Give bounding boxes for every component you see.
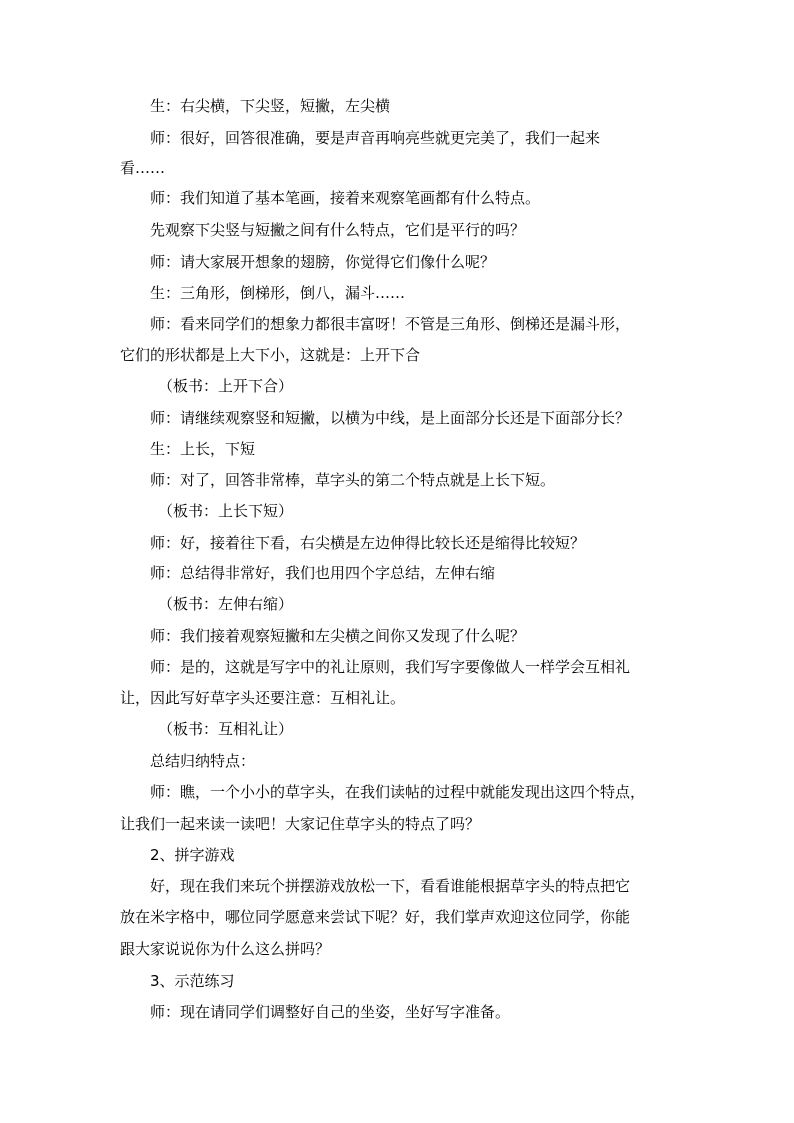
line-20: 让，因此写好草字头还要注意：互相礼让。 bbox=[120, 689, 406, 707]
line-23: 师：瞧，一个小小的草字头，在我们读帖的过程中就能发现出这四个特点， bbox=[150, 783, 646, 801]
line-2: 师：很好，回答很准确，要是声音再响亮些就更完美了，我们一起来 bbox=[150, 129, 601, 147]
line-4: 师：我们知道了基本笔画，接着来观察笔画都有什么特点。 bbox=[150, 189, 541, 207]
line-13: 师：对了，回答非常棒，草字头的第二个特点就是上长下短。 bbox=[150, 471, 556, 489]
line-30: 师：现在请同学们调整好自己的坐姿，坐好写字准备。 bbox=[150, 1003, 511, 1021]
line-24: 让我们一起来读一读吧！大家记住草字头的特点了吗？ bbox=[120, 815, 481, 833]
line-3: 看…… bbox=[120, 159, 166, 177]
line-1: 生：右尖横，下尖竖，短撇，左尖横 bbox=[150, 97, 391, 115]
line-25: 2、拼字游戏 bbox=[150, 846, 235, 864]
line-9: 它们的形状都是上大下小，这就是：上开下合 bbox=[120, 346, 421, 364]
line-12: 生：上长，下短 bbox=[150, 440, 256, 458]
line-18: 师：我们接着观察短撇和左尖横之间你又发现了什么呢？ bbox=[150, 627, 526, 645]
line-10: （板书：上开下合） bbox=[158, 377, 294, 395]
line-16: 师：总结得非常好，我们也用四个字总结，左伸右缩 bbox=[150, 564, 496, 582]
line-19: 师：是的，这就是写字中的礼让原则，我们写字要像做人一样学会互相礼 bbox=[150, 658, 631, 676]
line-8: 师：看来同学们的想象力都很丰富呀！不管是三角形、倒梯还是漏斗形， bbox=[150, 315, 631, 333]
line-22: 总结归纳特点： bbox=[150, 752, 256, 770]
line-17: （板书：左伸右缩） bbox=[158, 595, 294, 613]
line-27: 放在米字格中，哪位同学愿意来尝试下呢？好，我们掌声欢迎这位同学，你能 bbox=[120, 908, 631, 926]
line-14: （板书：上长下短） bbox=[158, 502, 294, 520]
line-5: 先观察下尖竖与短撇之间有什么特点，它们是平行的吗？ bbox=[150, 221, 526, 239]
line-29: 3、示范练习 bbox=[150, 972, 235, 990]
line-15: 师：好，接着往下看，右尖横是左边伸得比较长还是缩得比较短？ bbox=[150, 534, 586, 552]
line-26: 好，现在我们来玩个拼摆游戏放松一下，看看谁能根据草字头的特点把它 bbox=[150, 877, 631, 895]
line-28: 跟大家说说你为什么这么拼吗？ bbox=[120, 940, 331, 958]
line-6: 师：请大家展开想象的翅膀，你觉得它们像什么呢？ bbox=[150, 253, 496, 271]
line-21: （板书：互相礼让） bbox=[158, 720, 294, 738]
line-7: 生：三角形，倒梯形，倒八，漏斗…… bbox=[150, 284, 406, 302]
line-11: 师：请继续观察竖和短撇，以横为中线，是上面部分长还是下面部分长？ bbox=[150, 409, 631, 427]
